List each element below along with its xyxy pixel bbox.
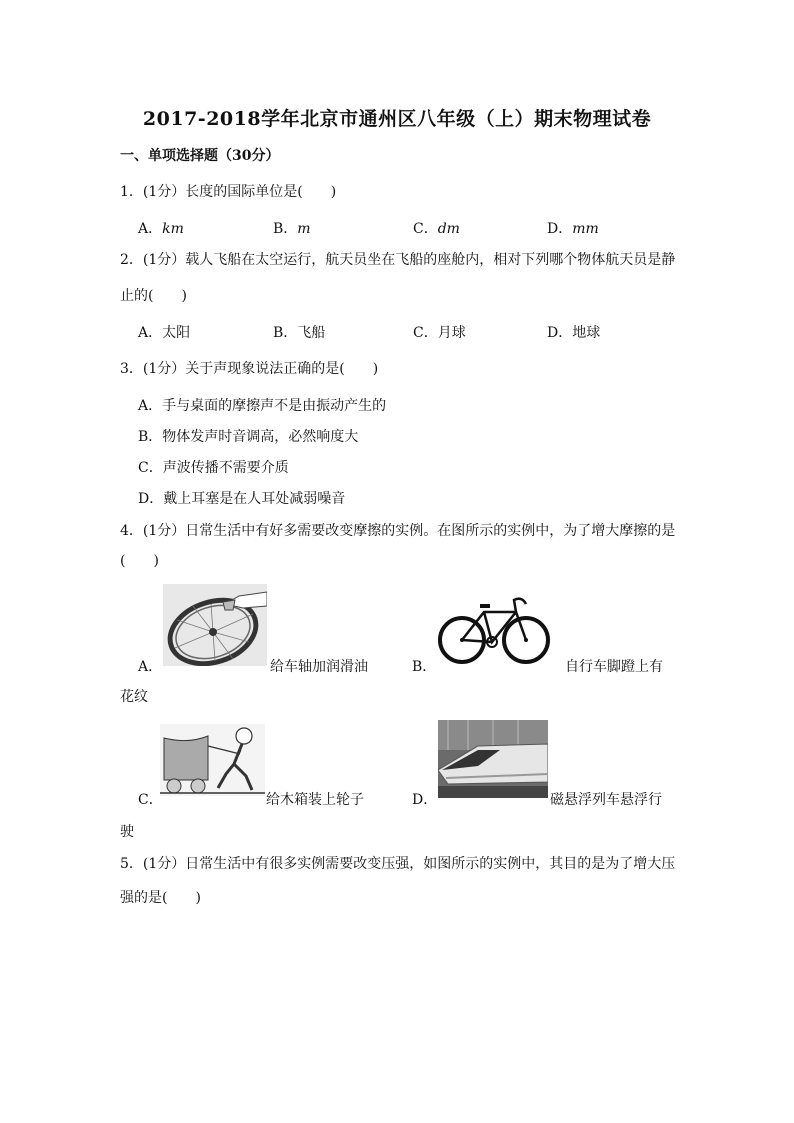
q4-option-b-text-cont: 花纹: [120, 689, 148, 705]
question-4-stem-cont: ( ): [120, 553, 159, 569]
question-2-stem-cont: 止的( ): [120, 288, 187, 304]
q3-option-c[interactable]: C．声波传播不需要介质: [138, 460, 289, 476]
q4-option-d-text-cont: 驶: [120, 824, 134, 840]
question-5-stem-cont: 强的是( ): [120, 890, 201, 906]
question-2-stem: 2．(1分）载人飞船在太空运行，航天员坐在飞船的座舱内，相对下列哪个物体航天员是静: [120, 252, 676, 268]
q4-option-b-letter[interactable]: B．: [412, 659, 437, 675]
q1-option-d[interactable]: D．mm: [547, 221, 599, 237]
q4-option-d-text: 磁悬浮列车悬浮行: [550, 792, 662, 808]
q3-option-b[interactable]: B．物体发声时音调高，必然响度大: [138, 429, 359, 445]
q4-option-d-letter[interactable]: D．: [412, 792, 438, 808]
section-heading: 一、单项选择题（30分）: [120, 148, 280, 164]
q4-option-a-letter[interactable]: A．: [138, 659, 163, 675]
q4-option-a-text: 给车轴加润滑油: [270, 659, 368, 675]
q3-option-a[interactable]: A．手与桌面的摩擦声不是由振动产生的: [138, 398, 387, 414]
q4-option-b-text: 自行车脚蹬上有: [565, 659, 663, 675]
q1-option-b[interactable]: B．m: [273, 221, 311, 237]
page-title: 2017-2018学年北京市通州区八年级（上）期末物理试卷: [142, 108, 652, 130]
q4-option-c-text: 给木箱装上轮子: [266, 792, 364, 808]
q2-option-a[interactable]: A．太阳: [138, 325, 191, 341]
q1-option-c[interactable]: C．dm: [413, 221, 460, 237]
q4-option-c-letter[interactable]: C．: [138, 792, 163, 808]
question-5-stem: 5．(1分）日常生活中有很多实例需要改变压强，如图所示的实例中，其目的是为了增大压: [120, 856, 676, 872]
q2-option-b[interactable]: B．飞船: [273, 325, 326, 341]
question-1-stem: 1．(1分）长度的国际单位是( ): [120, 184, 337, 200]
wheel-oiling-image: [163, 584, 267, 666]
question-4-stem: 4．(1分）日常生活中有好多需要改变摩擦的实例。在图所示的实例中，为了增大摩擦的是: [120, 523, 676, 539]
q3-option-d[interactable]: D．戴上耳塞是在人耳处减弱噪音: [138, 491, 346, 507]
wheeled-box-image: [160, 724, 265, 796]
maglev-train-image: [438, 720, 548, 798]
q1-option-a[interactable]: A．km: [138, 221, 184, 237]
q2-option-d[interactable]: D．地球: [547, 325, 601, 341]
bicycle-image: [436, 588, 552, 668]
q2-option-c[interactable]: C．月球: [413, 325, 466, 341]
question-3-stem: 3．(1分）关于声现象说法正确的是( ): [120, 361, 379, 377]
